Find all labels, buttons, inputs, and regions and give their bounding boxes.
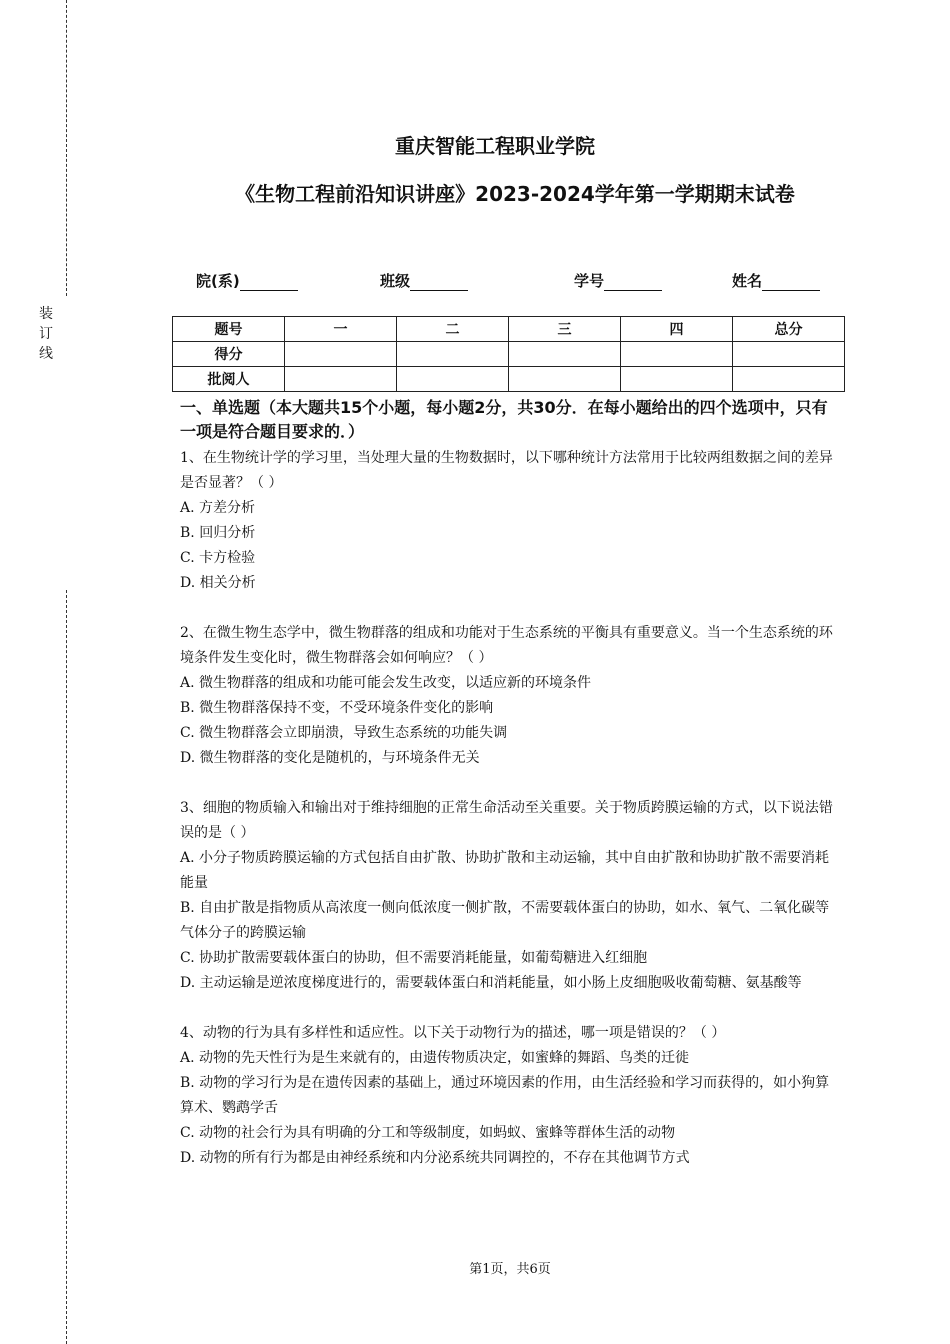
score-cell <box>509 342 621 367</box>
grader-row <box>173 367 845 392</box>
class-label: 班级 <box>380 272 411 290</box>
option-c: C. 动物的社会行为具有明确的分工和等级制度，如蚂蚁、蜜蜂等群体生活的动物 <box>180 1125 676 1141</box>
grader-cell <box>397 367 509 392</box>
binding-dashed-line-bottom <box>66 590 67 1344</box>
option-c: C. 协助扩散需要载体蛋白的协助，但不需要消耗能量，如葡萄糖进入红细胞 <box>180 950 648 966</box>
question-2 <box>180 621 840 771</box>
row-label: 批阅人 <box>173 367 285 392</box>
class-field <box>380 270 468 291</box>
question-3 <box>180 796 840 996</box>
score-cell <box>733 342 845 367</box>
option-a: A. 小分子物质跨膜运输的方式包括自由扩散、协助扩散和主动运输，其中自由扩散和协助扩散不需要消耗能量 <box>180 850 830 891</box>
question-4 <box>180 1021 840 1171</box>
student-id-label: 学号 <box>574 272 605 290</box>
school-name: 重庆智能工程职业学院 <box>395 134 595 158</box>
college-blank <box>240 274 298 291</box>
score-table-header-row <box>173 317 845 342</box>
grader-cell <box>509 367 621 392</box>
name-field <box>732 270 820 291</box>
option-d: D. 主动运输是逆浓度梯度进行的，需要载体蛋白和消耗能量，如小肠上皮细胞吸收葡萄糖、氨基酸等 <box>180 975 802 991</box>
grader-cell <box>621 367 733 392</box>
name-blank <box>762 274 820 291</box>
header-cell: 题号 <box>173 317 285 342</box>
header-cell: 四 <box>621 317 733 342</box>
question-stem: 3、细胞的物质输入和输出对于维持细胞的正常生命活动至关重要。关于物质跨膜运输的方式，以下说法错误的是（ ） <box>180 800 833 841</box>
option-a: A. 动物的先天性行为是生来就有的，由遗传物质决定，如蜜蜂的舞蹈、鸟类的迁徙 <box>180 1050 690 1066</box>
binding-label: 装订线 <box>39 306 53 362</box>
exam-title: 《生物工程前沿知识讲座》2023-2024学年第一学期期末试卷 <box>235 182 795 206</box>
grader-cell <box>285 367 397 392</box>
score-row <box>173 342 845 367</box>
college-label: 院(系) <box>196 272 240 290</box>
option-a: A. 方差分析 <box>180 500 256 516</box>
option-d: D. 相关分析 <box>180 575 256 591</box>
page-number: 第1页，共6页 <box>469 1262 551 1277</box>
student-id-field <box>574 270 662 291</box>
student-id-blank <box>604 274 662 291</box>
question-stem: 2、在微生物生态学中，微生物群落的组成和功能对于生态系统的平衡具有重要意义。当一个生态系统的环境条件发生变化时，微生物群落会如何响应？（ ） <box>180 625 833 666</box>
option-b: B. 动物的学习行为是在遗传因素的基础上，通过环境因素的作用，由生活经验和学习而获得的，如小狗算算术、鹦鹉学舌 <box>180 1075 830 1116</box>
option-c: C. 微生物群落会立即崩溃，导致生态系统的功能失调 <box>180 725 508 741</box>
option-d: D. 动物的所有行为都是由神经系统和内分泌系统共同调控的，不存在其他调节方式 <box>180 1150 690 1166</box>
score-cell <box>285 342 397 367</box>
option-b: B. 回归分析 <box>180 525 256 541</box>
exam-content <box>180 396 840 1171</box>
section-heading: 一、单选题（本大题共15个小题，每小题2分，共30分．在每小题给出的四个选项中，只有一项是符合题目要求的．） <box>180 398 828 441</box>
question-stem: 4、动物的行为具有多样性和适应性。以下关于动物行为的描述，哪一项是错误的？（ ） <box>180 1025 726 1041</box>
option-d: D. 微生物群落的变化是随机的，与环境条件无关 <box>180 750 480 766</box>
row-label: 得分 <box>173 342 285 367</box>
option-c: C. 卡方检验 <box>180 550 256 566</box>
name-label: 姓名 <box>732 272 763 290</box>
option-a: A. 微生物群落的组成和功能可能会发生改变，以适应新的环境条件 <box>180 675 592 691</box>
header-cell: 总分 <box>733 317 845 342</box>
score-table <box>172 316 845 392</box>
class-blank <box>410 274 468 291</box>
score-cell <box>621 342 733 367</box>
question-1 <box>180 446 840 596</box>
grader-cell <box>733 367 845 392</box>
college-field <box>196 270 298 291</box>
header-cell: 二 <box>397 317 509 342</box>
header-cell: 一 <box>285 317 397 342</box>
header-cell: 三 <box>509 317 621 342</box>
option-b: B. 自由扩散是指物质从高浓度一侧向低浓度一侧扩散，不需要载体蛋白的协助，如水、氧气、二氧化碳等气体分子的跨膜运输 <box>180 900 830 941</box>
option-b: B. 微生物群落保持不变，不受环境条件变化的影响 <box>180 700 494 716</box>
question-stem: 1、在生物统计学的学习里，当处理大量的生物数据时，以下哪种统计方法常用于比较两组数据之间的差异是否显著？（ ） <box>180 450 833 491</box>
score-cell <box>397 342 509 367</box>
